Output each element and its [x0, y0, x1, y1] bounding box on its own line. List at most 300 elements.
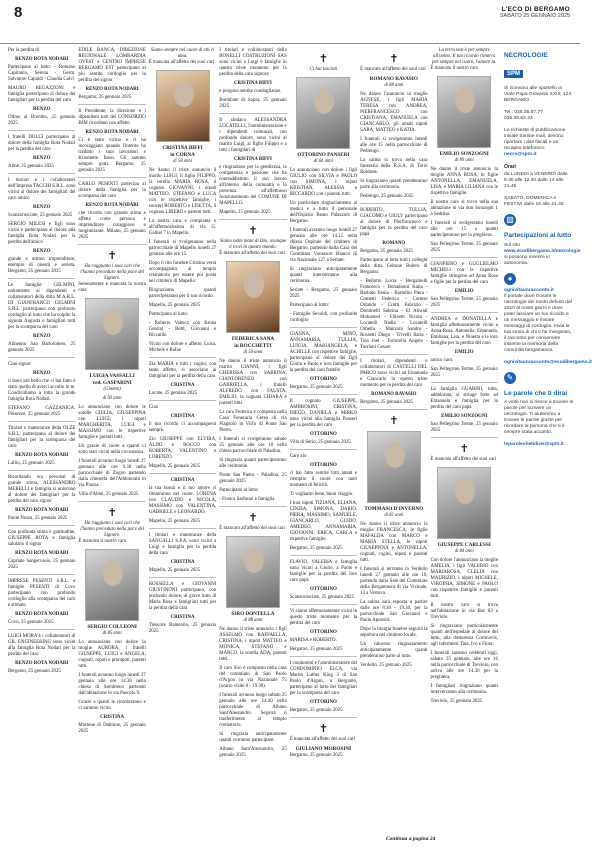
obituary-paragraph: Ci è stato vicino e ci ha incoraggiato quando l'intento ha tradotto i suoi lavoratori e Kilometre fosso. Gli saremo sempre grati. Bergamo, 25 gennaio 2025 — [78, 138, 146, 173]
obituary-paragraph: È mancato all'affetto dei suoi cari — [219, 251, 285, 256]
obituary-paragraph: San Pellegrino Terme, 25 gennaio 2025 — [430, 242, 498, 253]
notice-divider — [149, 473, 216, 474]
obituary-paragraph: San Pellegrino Terme, 25 gennaio 2025 — [430, 367, 498, 378]
obituary-paragraph: Bergamo, 25 gennaio 2025 — [289, 753, 343, 758]
email-note-text: Le richieste di pubblicazione inviate tramite mail, devono riportare i dati fiscali e un recapito telefonico: — [504, 128, 566, 151]
notice-divider — [290, 717, 357, 718]
deceased-photo — [85, 298, 139, 370]
necrologie-sidebar — [504, 52, 592, 842]
office-address: Si ricevono alle sportello in Viale Papa Giovanni XXIII, 124 BERGAMO — [504, 86, 572, 103]
notice-divider — [8, 173, 75, 174]
obituary-paragraph: I funerali avranno luogo sabato 25 gennaio alle ore 14.30 nella parrocchiale di Albano Sant'Alessandro. Seguirà il trasferimento al tempio crematorio. — [219, 693, 287, 728]
contacts — [504, 110, 574, 122]
obituary-paragraph: - Roberto Vaitecz con Bruna Gentini - Bettì, Giovanni e Riccardo — [148, 321, 217, 338]
parole-email-link[interactable]: leparolechetidirei@spm.it — [504, 442, 564, 447]
obituary-paragraph: Locate, 25 gennaio 2025 — [148, 391, 198, 396]
column-6 — [360, 48, 427, 843]
deceased-age: di 88 anni — [243, 618, 263, 623]
email-note — [504, 128, 574, 158]
deceased-name: CRISTINA BIFFI — [162, 145, 203, 151]
notice-divider — [431, 257, 498, 258]
notice-divider — [149, 357, 216, 358]
obituary-paragraph: Si ringraziano quanti prenderanno parte alla cerimonia. — [360, 179, 428, 190]
obituary-paragraph: il tuo ricordo ci accompagnerà sempre. — [148, 422, 217, 433]
deceased-name-signature: CRISTINA BIFFI — [234, 157, 272, 162]
deceased-name-signature: ROMANO RAVASIO — [371, 392, 417, 397]
ognivita-text: Il portale dove trovare le necrologie dei nostri defunti dal 2010 al nostri giorni e dove poter lasciare un tuo ricordo e un messaggio e inviare messaggi di cordoglio. Invia la tua storia di chi ti ha insegnato, il racconto per conservare insieme la memoria della comunità bergamasca. — [504, 293, 572, 353]
epigraph-quote: La terra non è per sempre all'uomo. Il tuo ricordo rimarrà per sempre nel cuore, l'amore tu. — [432, 48, 497, 65]
obituary-paragraph: Scanzorosciate, 25 gennaio 2025 — [289, 595, 355, 600]
obituary-paragraph: Dopo la liturgia funebre seguirà la sepoltura nel cimitero locale. — [360, 627, 428, 638]
deceased-photo — [226, 536, 280, 608]
deceased-age: di 85 anni — [102, 631, 122, 636]
deceased-name: ROMANO RAVASIO — [369, 76, 418, 82]
obituary-paragraph: Le famiglie GELMINI, unitamente ai dipendenti e collaboratori della ditta M.A.R.L. DI GIANFRANCO GELMINI S.R.L. partecipano con profondo cordoglio al lutto che ha colpito la signora Augusta e famigliari tutti per la scomparsa del caro — [8, 283, 76, 330]
obituary-paragraph: I funerali saranno celebrati oggi, sabato 25 gennaio, alle ore 16 nella parrocchiale di Treviolo, con arrivo alle ore 14.30 per la preghiera. — [430, 651, 498, 680]
obituary-paragraph: Villa d'Almè, 25 gennaio 2025 — [78, 492, 139, 497]
obituary-paragraph: I funerali si terranno in Verdello lunedì 27 gennaio alle ore 10, partendo dalla Sale del Commiato della Bergamasca di via Vicinale, 13 a Vertova. — [360, 567, 428, 596]
deceased-name-signature: OTTORINO — [309, 463, 337, 468]
deceased-photo — [367, 431, 421, 503]
obituary-paragraph: grande e ottimo imprenditore, esempio di onestà e serietà. Bergamo, 25 gennaio 2025 — [8, 257, 76, 274]
obituary-paragraph: Si ringrazia quanti parteciperanno alle cerimonie. — [219, 458, 287, 469]
obituary-paragraph: che ricorda con grande stima e affetto come persona e imprenditore coraggioso e lungimirante. Milano, 25 gennaio 2025 — [78, 211, 146, 240]
obituary-paragraph: Ollmo al Brembo, 25 gennaio 2025 — [8, 115, 76, 126]
obituary-paragraph: I titolari e i collaboratori dell'Impresa TACCHI S.R.L. sono vicini al dolore dei famigliari del caro amico — [8, 178, 76, 201]
obituary-paragraph: San Pellegrino Terme, 25 gennaio 2025 — [430, 297, 498, 308]
online-text: Sul sito — [504, 242, 521, 248]
notice-divider — [290, 449, 357, 450]
notice-divider — [360, 203, 427, 204]
obituary-paragraph: - Franca Sarfonni e famiglia — [219, 497, 275, 502]
notice-divider — [8, 470, 75, 471]
computer-icon: ▧ — [504, 214, 516, 226]
cross-icon: ✝ — [459, 442, 469, 455]
ognivita-email-link[interactable]: ognivitaunracconto@ecodibergamo.it — [504, 359, 592, 365]
obituary-paragraph: Lo annunciano con dolore i figli GIULIO con SILVIA e PAOLO con SIMONA, i nipoti KRISTIAN, ALESSIA e RICCARDO con i parenti tutti. — [289, 168, 358, 197]
notice-divider — [219, 113, 286, 114]
obituary-paragraph: Scanzorosciate, 25 gennaio 2025 — [8, 213, 73, 218]
obituary-paragraph: ci hai fatto sentire tutti amati e riempito il cuore con tanti momenti di felicità. — [289, 471, 358, 488]
obituary-paragraph: Vi siamo affettuosamente vicini in questo triste momento per la perdita del caro — [289, 609, 358, 626]
obituary-paragraph: Serenamente è mancata la nostra cara — [78, 282, 146, 293]
deceased-name-signature: OTTORINO — [309, 587, 337, 592]
deceased-name: ved. GASPARINI — [92, 380, 132, 386]
epigraph-quote: Ha raggiunto i suoi cari che l'hanno preceduto nella pace del Signore. — [80, 521, 145, 538]
obituary-paragraph: La famiglia GUARINI, tutta, addolorata, si stringe forte ad Emanuela e famiglia per la perdita del caro papà — [430, 387, 498, 410]
obituary-paragraph: Seriate - Bergamo, 25 gennaio 2025 — [289, 288, 358, 299]
deceased-name-signature: CRISTINA — [170, 383, 195, 388]
notice-divider — [431, 437, 498, 438]
cross-icon: ✝ — [318, 722, 328, 735]
obituary-paragraph: I condomini e l'amministratore del CONDOMINIO ELCA, via Martin Luther King 3 di San Paolo d'Argon, a Bergamo, partecipano al lutto dei famigliari per la scomparsa del caro — [289, 661, 358, 696]
deceased-name-signature: OTTORINO — [309, 630, 337, 635]
obituary-paragraph: la tua bontà e il tuo amore ci rimarranno nel cuore. LORENA con CLAUDIO e NICOLA, MASSIMO con VALENTINA, GABRIELE e LEONARDO. — [148, 486, 217, 515]
online-heading: Partecipazioni al lutto — [504, 232, 572, 239]
obituary-paragraph: Partecipano al lutto: - Romano Capitanio, Serena - Gesm. Salvatore Capaldi - Claudia Calvi — [8, 65, 76, 82]
obituary-paragraph: Bergamo, 25 gennaio 2025 — [360, 249, 413, 254]
obituary-paragraph: Brembate di Sopra, 25 gennaio 2025 — [219, 98, 287, 109]
obituary-paragraph: Ringraziamo quanti parteciperanno per il suo ricordo. — [148, 288, 217, 299]
obituary-paragraph: Lo annunciano con dolore le sorelle GIULIA, GIUSEPPINA con LUIGI, i nipoti MARGHERITA, LUIGI e MASSIMO con le rispettive famiglie e parenti tutti. — [78, 405, 146, 440]
obituary-paragraph: È mancata all'affetto dei suoi cari — [289, 737, 355, 742]
obituary-paragraph: Partecipano al lutto: — [219, 488, 259, 493]
deceased-name: SIRO DONTELLA — [231, 611, 275, 617]
obituary-paragraph: Mapello, 25 gennaio 2025 — [148, 303, 201, 308]
notice-divider — [8, 629, 75, 630]
obituary-paragraph: Il caro Siro è composto nella casa del commiato di San Paolo d'Argon in via Nazionale 75 (orario visite 8 - 19.30). — [219, 666, 287, 689]
obituary-paragraph: La nostra cara e compianta e all'affettuosissima di via G. Galilei 7 in Mapello. — [148, 219, 217, 236]
obituary-paragraph: San Pellegrino Terme, 25 gennaio 2025 — [430, 422, 498, 433]
obituary-paragraph: MAURO REGAZZONI e famiglia partecipano al dolore dei famigliari per la perdita del caro — [8, 86, 76, 103]
notice-divider — [149, 528, 216, 529]
necro-email-link[interactable]: necro@spm.it — [504, 152, 537, 157]
continued-notice: Continua a pagina 24 — [386, 836, 436, 842]
obituary-paragraph: Partecipano al lutto: — [148, 312, 189, 317]
badge-row — [504, 62, 574, 80]
necrologie-title: NECROLOGIE — [504, 52, 548, 59]
obituary-paragraph: ROBERTO, TULLIA, GIACOMO e GIULY partecipano al dolore di Pierfrancesco e famiglia per la perdita del caro papà — [360, 208, 428, 237]
deceased-age: di 89 anni — [454, 158, 474, 163]
cross-icon: ✝ — [389, 52, 399, 65]
obituary-paragraph: Si ringraziano particolarmente quanti dell'ospedale al dolore del lutto, alla dottoressa Cortinovis, agli infermieri Tina, Ivo e Flora. — [430, 624, 498, 647]
column-2 — [78, 48, 145, 843]
obituary-paragraph: Vicini con dolore e affetto, Luisa, Michele e Rafae — [148, 342, 217, 353]
obituary-paragraph: amico caro. — [430, 358, 454, 363]
deceased-age: di 84 anni — [454, 549, 474, 554]
obituary-paragraph: I funerali avranno luogo lunedì 27 gennaio alle ore 9.30 nella parrocchiale di Zogno partendo dalla chiesetta dell'Addolorata in via Piazza. — [78, 459, 146, 488]
deceased-photo — [156, 70, 210, 142]
obituary-paragraph: Bergamo, 25 gennaio 2025 — [289, 385, 343, 390]
obituary-paragraph: Bergamo, 25 gennaio 2025 — [78, 95, 132, 100]
obituary-paragraph: e ringraziano per la gentilezza, la competenza e passione che ha contraddistinto il suo lavoro all'interno della comunità e la presenza all'affettuoso funzionamento del COMUNE DI MAPELLO. — [219, 165, 287, 206]
orari-weekend: SABATO, DOMENICA e FESTIVI dalle 16 alle 21.45 — [504, 196, 564, 207]
epigraph-quote: Ha raggiunto i suoi cari che l'hanno preceduto nella pace del Signore. — [80, 264, 145, 281]
cross-icon: ✝ — [318, 52, 328, 65]
cross-icon: ✝ — [389, 414, 399, 427]
obituary-paragraph: Verdello, 25 gennaio 2025 — [360, 663, 412, 668]
deceased-name-signature: ROMANO — [382, 241, 406, 246]
obituary-paragraph: Zio GIUSEPPE con ELVIRA, ALDO e ROCCO con ROBERTA, VALENTINO e LORENZO. — [148, 437, 217, 460]
column-3 — [149, 48, 216, 843]
obituary-paragraph: Ricordando ora personal di grande stima, ALESSANDRO MERELLI e famiglia si uniscono al dolore dei famigliari per la perdita del caro signor — [8, 475, 76, 504]
deceased-name: in CORNA — [170, 152, 195, 158]
column-4 — [219, 48, 286, 843]
obituary-paragraph: Ne danno il triste annuncio il marito LUIGI, il figlio FILIPPO, la sorella MARIA ROSA, il cognato GIOVANNI, i nipoti MATTEO, STEFANO e LUCA con le rispettive famiglie, i suoceri ROBERTO e LISETTA, il cognato LIBERO e parenti tutti. — [148, 168, 217, 215]
deceased-age: di 64 anni — [313, 159, 333, 164]
deceased-name-signature: RENZO ROTA NODARI — [85, 130, 139, 135]
obituary-paragraph: Con profonda stima e gratitudine, GIUSEPPE ROTA e famiglia salutano il signor — [8, 530, 76, 547]
epigraph-quote: Ci hai lasciati — [309, 67, 338, 72]
obituary-paragraph: Bergamo, 25 gennaio 2025 — [289, 546, 343, 551]
obituary-paragraph: Un grazie di cuore a quanti ci sono stati vicini nella circostanza. — [78, 444, 146, 455]
deceased-age: di 93 anni — [102, 396, 122, 401]
notice-divider — [431, 312, 498, 313]
deceased-name: TOMMASO D'INVERNO — [364, 506, 424, 512]
obituary-paragraph: Si ringraziano anticipatamente quanti interverranno alla cerimonia. — [289, 267, 358, 284]
deceased-name-signature: RENZO — [33, 334, 51, 339]
notice-divider — [78, 177, 145, 178]
obituary-paragraph: È mancata all'affetto dei suoi cari — [148, 60, 215, 65]
obituary-paragraph: LUIGI MORA e i collaboratori di GIL ENGINEERING sono vicini alla famiglia Rota Nodari per la perdita del caro — [8, 634, 76, 657]
parole-heading: Le parole che ti dirai — [504, 389, 568, 397]
necrologie-header — [504, 52, 574, 59]
obituary-paragraph: Caro zio — [289, 454, 307, 459]
deceased-name-signature: EMILIO — [454, 289, 474, 294]
spm-logo: SPM — [504, 70, 523, 78]
obituary-paragraph: È mancato all'affetto dei suoi cari — [360, 67, 426, 72]
obituary-paragraph: Partecipano al lutto tutti i colleghi della ditta Celtone Bolero di Bergamo: — [360, 258, 428, 275]
tel-number: Tel.: 035.35.87.77 — [504, 110, 543, 115]
obituary-paragraph: È mancato il nostro caro — [430, 66, 479, 71]
deceased-photo — [437, 76, 491, 148]
obituary-paragraph: Il nostro caro si trova nella sua abitazione in via don Sonzogni 1 a Sedrina. — [430, 200, 498, 217]
deceased-name: SERGIO COLLEONI — [87, 624, 137, 630]
obituary-paragraph: Partecipano al lutto: — [289, 303, 330, 308]
obituary-paragraph: Grazie a quanti le ricorderanno e ci saranno vicini. — [78, 700, 146, 711]
obituary-paragraph: Ti vogliamo bene, buon viaggio. — [289, 492, 354, 497]
deceased-name: FEDERICA SANA — [231, 336, 275, 342]
cross-icon: ✝ — [248, 224, 258, 237]
obituary-paragraph: È mancato all'affetto dei suoi cari — [219, 526, 285, 531]
column-7 — [431, 48, 498, 843]
obituary-paragraph: Villa di Serio, 25 gennaio 2025 — [289, 440, 351, 445]
column-5 — [290, 48, 357, 843]
obituary-paragraph: I titolari e collaboratori della BONELLI COSTRUZIONI SAS sono vicini a Luigi e famiglie in questo triste momento per la perdita della cara signora — [219, 48, 287, 77]
obituary-paragraph: Dopo il rito funebre Cristina verrà accompagnata al tempio crematorio per essere poi posta nel cimitero di Mapello. — [148, 261, 217, 284]
obituary-paragraph: CARLO PESENTI partecipa al dolore della famiglia per la scomparsa del caro — [78, 182, 146, 199]
cross-icon: ✝ — [107, 249, 117, 262]
deceased-name-signature: RENZO — [33, 107, 51, 112]
obituary-paragraph: I titolari e maestranze della SANGALLI S.P.A. sono vicini a Luigi e famiglia per la perdita della cara — [148, 533, 217, 556]
column-1 — [8, 48, 75, 843]
obituary-paragraph: GIANNA, MINO, ANNAMARIA, TULLIA, LUIGIA, MARIANGELA, e ACHILLE con rispettive famiglie, partecipano al dolore dei figli Giulio e Paolo e loro famiglie per la perdita del caro fratello — [289, 332, 358, 373]
obituary-paragraph: Ne danno l'annuncio la moglie AGNESE, i figli MARIA TERESA con ANDREA, PIERFRANCESCO con CRISTIANA, EMANUELA con GIANCARLO, gli amati nipoti SARA, MATTEO e KATIA. — [360, 92, 428, 133]
obituary-paragraph: È mancato all'affetto dei suoi cari — [430, 457, 497, 462]
deceased-name-signature: RENZO ROTA NODARI — [85, 87, 139, 92]
publication-date: SABATO 25 GENNAIO 2025 — [499, 13, 570, 19]
deceased-name-signature: CRISTINA — [170, 414, 195, 419]
obituary-paragraph: Il nostro caro si trova nell'abitazione in via Bas 83 a Treviolo. — [430, 603, 498, 620]
obituary-paragraph: e porgono sentite condoglianze. — [219, 89, 282, 94]
obituary-paragraph: Con dolore l'annunciano la moglie AMELIA, i figli VALERIO con MARIAROSA, CLELIA con MAURIZIO, i nipoti MICHELE, VIRGINIA, SIMONE e PAOLO con rispettive famiglie e parenti tutti. — [430, 558, 498, 599]
deceased-name-signature: RENZO — [33, 156, 51, 161]
obituary-paragraph: il dono più bello che ci hai fatto è stato quello di averci accolto in te. Condividiamo a tutta la grande famiglia Rota Nodari. — [8, 379, 76, 402]
notice-divider — [290, 394, 357, 395]
notice-divider — [290, 555, 357, 556]
obituary-paragraph: I funerali si svolgeranno lunedì alle ore 15 a quanti parteciperanno per la preghiera. — [430, 221, 498, 238]
notice-divider — [290, 604, 357, 605]
obituary-paragraph: Mapello, 25 gennaio 2025 — [148, 519, 201, 524]
obituary-columns — [8, 48, 498, 843]
deceased-name-signature: RENZO ROTA NODARI — [15, 508, 69, 513]
obituary-paragraph: Ciao — [148, 405, 159, 410]
deceased-name-signature: RENZO — [33, 249, 51, 254]
obituary-paragraph: Bergamo, 25 gennaio 2025 — [8, 669, 61, 674]
deceased-name-signature: CRISTINA BIFFI — [234, 81, 272, 86]
page-number: 8 — [14, 4, 23, 21]
deceased-name-signature: RENZO ROTA NODARI — [15, 551, 69, 556]
obituary-paragraph: Mapello, 25 gennaio 2025 — [148, 568, 201, 573]
obituary-paragraph: Ciao signor — [8, 362, 31, 367]
deceased-name-signature: RENZO — [33, 205, 51, 210]
obituary-paragraph: Almenno San Bartolomeo, 25 gennaio 2025 — [8, 342, 76, 353]
masthead — [500, 6, 570, 19]
obituary-paragraph: FLAVIO, VALERIA e famiglia sono vicini a Giulio, a Paolo e famiglie per la perdita del loro caro papà — [289, 560, 358, 583]
notice-divider — [290, 656, 357, 657]
obituary-paragraph: IMPRESE PESENTI S.R.L. e famiglie PESENTI di Covo partecipano con profondo cordoglio alla scomparsa del caro e stimato — [8, 579, 76, 608]
obituary-paragraph: Ne danno il triste annuncio il marito GIANNI, i figli GHERISSA con SABRINA, GIANLORENZO con GABRIELLA, i fratelli ALFREDO con FAUSTA, EMILIO, la cognata CHIARA e parenti tutti. — [219, 359, 287, 406]
publication-name: L'ECO DI BERGAMO — [501, 6, 570, 13]
obituary-paragraph: I funerali si svolgeranno sabato 25 gennaio alle ore 10 nella chiesa parrocchiale di Paladina. — [219, 437, 287, 454]
notice-divider — [431, 382, 498, 383]
obituary-paragraph: I famigliari ringraziano quanti interverranno alla cerimonia. — [430, 684, 498, 695]
notice-divider — [360, 409, 427, 410]
deceased-name-signature: RENZO ROTA NODARI — [15, 661, 69, 666]
obituary-paragraph: SERGIO MILESI e figli sono vicini e partecipano al dolore alla famiglia Rota Nodari per la perdita dell'amico — [8, 222, 76, 245]
cross-icon: ✝ — [107, 506, 117, 519]
obituary-paragraph: I funerali avranno luogo lunedì 27 gennaio alle ore 14.15 nella chiesa Ospitale del cimitero di Bergamo, partendo dalla Casa del Commiato Vavassori Bianco di via Nazionale 127 a Seriate. — [289, 228, 358, 263]
obituary-paragraph: I titolari, dipendenti e collaboratori di CASTELLI DEL PARCO sono vicini ad Emanuela e Giancarlo in questo triste momento per la perdita del caro — [360, 359, 428, 388]
notice-divider — [8, 525, 75, 526]
deceased-name-signature: RENZO ROTA NODARI — [15, 57, 69, 62]
deceased-name: EMILIO SONZOGNI — [439, 151, 489, 157]
obituary-paragraph: I funerali si svolgeranno nella parrocchiale di Mapello lunedì 27 gennaio alle ore 15. — [148, 240, 217, 257]
notice-divider — [360, 354, 427, 355]
deceased-name-signature: CRISTINA — [170, 615, 195, 620]
obituary-paragraph: Lallio, 25 gennaio 2025 — [8, 461, 55, 466]
obituary-paragraph: Lo annunciano con dolore la moglie AURORA, i fratelli GIUSEPPE, LUIGI e ANGELA, cognati, nipoti e pronipoti, parenti tutti. — [78, 640, 146, 669]
deceased-name-signature: RENZO ROTA NODARI — [15, 453, 69, 458]
obituary-paragraph: Titolari e maestranze della OLZE S.R.L. partecipano al dolore dei famigliari per la scomparsa del caro — [8, 426, 76, 449]
obituary-paragraph: Almè, 25 gennaio 2025 — [8, 164, 54, 169]
notice-divider — [8, 130, 75, 131]
notice-divider — [8, 574, 75, 575]
obituary-paragraph: STEFANO GAZZANIGA. Presezzo, 25 gennaio 2025 — [8, 406, 76, 417]
notice-divider — [8, 357, 75, 358]
deceased-name-signature: CRISTINA — [170, 478, 195, 483]
deceased-name-signature: OTTORINO — [309, 700, 337, 705]
deceased-photo — [85, 549, 139, 621]
obituary-paragraph: I funerali si svolgeranno lunedì alle ore 15 nella parrocchiale di Pedrengo. — [360, 137, 428, 154]
obituary-paragraph: Capriate Sangervasio, 25 gennaio 2025 — [8, 559, 76, 570]
deceased-name-signature: RENZO — [33, 371, 51, 376]
obituary-paragraph: Ne danno il triste annuncio la moglie FRANCESCA, le figlie MAFALDA con MARCO e MARIA STELLA, le nipoti GIUSEPPINA e ANTONELLA, cognati, cugini, nipoti e parenti tutti. — [360, 522, 428, 563]
obituary-paragraph: Per la perdita di — [8, 48, 40, 53]
deceased-photo — [296, 77, 350, 149]
page-header — [0, 0, 580, 44]
notice-divider — [8, 278, 75, 279]
notice-divider — [219, 219, 286, 220]
obituary-paragraph: ROSSELLA e GIOVANNI GIUSTINONI partecipano, con profondo dolore, al grave lutto di Maria Rosa e famigliari tutti per la perdita della cara — [148, 582, 217, 611]
online-tail: si possono inserire in autonomia. — [504, 254, 550, 266]
deceased-name-signature: OTTORINO — [309, 377, 337, 382]
notice-divider — [78, 104, 145, 105]
obituary-paragraph: Ne danno il triste annuncio la moglie ANNA ROSA, le figlie ANTONELLA, EMANUELA, LISA, e MARIA LILIANA con le rispettive famiglie. — [430, 167, 498, 196]
orari-heading: Orari — [504, 164, 516, 170]
obituary-paragraph: Ne danno il triste annuncio i figli ASSELMO con RAFFAELLA, CRISTINA, i nipoti MATTEO e MONICA, STEFANO e MARCO, la sorella ADA, parenti tutti. — [219, 627, 287, 662]
obituary-paragraph: Il Presidente, la direzione e i dipendenti tutti del CONSORZIO BIM ricordano con affetto — [78, 109, 146, 126]
notice-divider — [290, 327, 357, 328]
obituary-paragraph: La cara Federica è composta nella Casa Funeraria Cerea di via Piagnolo in Vill'o di Ponte San Pietro. — [219, 410, 287, 433]
obituary-paragraph: EDILE BANCA, DIREZIONE REGIONALE LOMBARDIA OVEST e CENTRO IMPRESE BERGAMO EST partecipano al più sentito cordoglio per la perdita del signor — [78, 48, 146, 83]
epigraph-quote: Siamo sempre nel cuore di chi ci ama. — [150, 48, 215, 59]
obituary-paragraph: I funerali avranno luogo lunedì 27 gennaio alle ore 14.30 nella chiesa di Sombreno partendo dall'abitazione in via Pascolo 9. — [78, 673, 146, 696]
deceased-name-signature: EMILIO SONZOGNI — [441, 414, 488, 419]
notice-divider — [78, 244, 145, 245]
deceased-name: GIULIANO MOROSINI — [295, 746, 352, 752]
deceased-name-signature: EMILIO — [454, 350, 474, 355]
parole-text: A volte non si riesce a trovare le parole per scrivere un necrologio. Ti aiuteremo a trovare le parole giuste per ricordare la persona che ti è sempre stata accanto. — [504, 400, 574, 435]
obituary-paragraph: Un caloroso ringraziamento anticipatamente quanti prenderanno parte al lutto. — [360, 642, 428, 659]
obituary-paragraph: I fratelli DOLCI partecipano al dolore della famiglia Rota Nodari per la perdita del caro — [8, 135, 76, 152]
epigraph-quote: Siamo nelle mani di Dio, ovunque ti trovi in questo mondo. — [219, 239, 287, 250]
obituary-paragraph: Un particolare ringraziamento ai medici e a tutto il personale dell'Ospizio Beato Palazzolo di Bergamo. — [289, 201, 358, 224]
deceased-name-signature: CRISTINA — [100, 715, 125, 720]
obituary-paragraph: I tuoi nipoti TIZIANA, ELIANA, CINZIA, SIMONA, DARIO, PIERA, MASSIMO, SAMUELE, GIANCARLO, GUIDO, AMEDEO, ANNAMARIA, GIOVANNI, ERICA, CARLA e rispettive famiglie. — [289, 501, 358, 542]
quill-icon: ✎ — [504, 372, 516, 384]
obituary-paragraph: Ponte Nossa, 25 gennaio 2025 — [8, 516, 68, 521]
deceased-photo — [226, 261, 280, 333]
deceased-age: di 56 anni — [243, 350, 263, 355]
obituary-paragraph: - Famiglie Sevoldi, con profondo cordoglio — [289, 312, 358, 323]
obituary-paragraph: Si ringrazia anticipatamente quanti vorranno partecipare. — [219, 732, 287, 743]
fax-number: 035.38.63.33 — [504, 116, 533, 121]
ognivita-link[interactable]: ognivitaunracconto.it — [504, 287, 554, 293]
deceased-name-signature: CRISTINA — [170, 560, 195, 565]
obituary-paragraph: ANDREA e DONATELLA e famiglia affettuosamente vicini a Anna Rosa, Antonella, Emanuela, Emiliana, Lisa, e Ninetta e le loro famiglie per la perdita del caro — [430, 317, 498, 346]
obituary-paragraph: Il sindaco ALESSANDRA LOCATELLI, l'amministrazione e i dipendenti comunali, con profondo dolore, sono vicini al marito Luigi, al figlio Filippo e a tutti i famigliari di — [219, 118, 287, 153]
obituary-paragraph: Mapello, 25 gennaio 2025 — [148, 464, 201, 469]
online-text-block — [504, 242, 581, 267]
obituary-paragraph: Martone di Dalmine, 25 gennaio 2025 — [78, 723, 146, 734]
obituary-paragraph: Covo, 25 gennaio 2025 — [8, 620, 54, 625]
obituary-paragraph: Il cognato GIUSEPPE, AMBROSINI, CRISTINA, DIEGO, DANIELA e MIRKO sono vicini alla famiglia Panseri per la perdita del caro — [289, 399, 358, 428]
deceased-photo — [437, 467, 491, 539]
deceased-name-signature: RENZO ROTA NODARI — [85, 203, 139, 208]
deceased-age: di 58 anni — [173, 159, 193, 164]
obituary-paragraph: La salma si trova nella casa funeraria della R.S.A. di Torre Boldone. — [360, 158, 428, 175]
obituary-paragraph: Zia MARIA e tutti i cugini, con tanto affetto, si associano ai famigliari per la perdita della cara — [148, 362, 217, 379]
deceased-age: (Ginetta) — [103, 387, 121, 392]
obituary-paragraph: Bergamo, 25 gennaio 2025 — [360, 400, 413, 405]
deceased-name: LUIGIA VASSALLI — [89, 373, 135, 379]
deceased-age: di 88 anni — [384, 83, 404, 88]
obituary-paragraph: - Bellotto Lucia - Bergamelli Francesco - Bonadonni Katia - Barbato Ilenia - Bartolini Piera - Cometti Federica - Cortese Orlando - Crotti Fabrizio - Dominelli Sabrina - El Ahwali Mohamed - Filisetti Nicola - Locatelli Nadia - Locatelli Ornella - Manzoni Sandro - Rossetti Diego - Trivelli Ilaria - Tola Joel - Tortorella Angelo - Turriani Cesare — [360, 279, 428, 350]
obituary-paragraph: Bergamo, 25 gennaio 2025 — [289, 708, 343, 713]
obituary-paragraph: MARISA e ROBERTO. — [289, 638, 337, 643]
notice-divider — [219, 506, 286, 507]
deceased-age: di 82 anni — [384, 513, 404, 518]
obituary-paragraph: Albano Sant'Alessandro, 25 gennaio 2025 — [219, 747, 287, 758]
obituary-paragraph: Mapello, 25 gennaio 2025 — [219, 210, 271, 215]
obituary-paragraph: Pedrengo, 25 gennaio 2025 — [360, 194, 414, 199]
obituary-paragraph: Trescore Balneario, 25 gennaio 2025 — [148, 623, 217, 634]
necrologie-site-link[interactable]: www.ecodibergamo.it/necrologie — [504, 248, 581, 254]
deceased-name: in ROCCHETTI — [234, 343, 272, 349]
notice-divider — [149, 400, 216, 401]
orari-weekday: da LUNEDÌ a VENERDÌ dalle 8.30 alle 12.30 dalle 14 alle 21.45 — [504, 172, 568, 189]
deceased-name-signature: OTTORINO — [309, 432, 337, 437]
deceased-name: GIUSEPPE CARLESSI — [437, 542, 491, 548]
globe-icon: ● — [504, 273, 516, 285]
obituary-paragraph: Ponte San Pietro - Paladina, 25 gennaio 2025 — [219, 473, 287, 484]
notice-divider — [8, 421, 75, 422]
obituary-paragraph: La salma sarà esposta a partire dalle ore 8.30 - 19.30, per la parrocchiale San Giovanni e Paolo Apostoli. — [360, 600, 428, 623]
obituary-paragraph: È mancato il nostro caro — [78, 539, 127, 544]
deceased-name-signature: RENZO ROTA NODARI — [15, 612, 69, 617]
notice-divider — [149, 577, 216, 578]
